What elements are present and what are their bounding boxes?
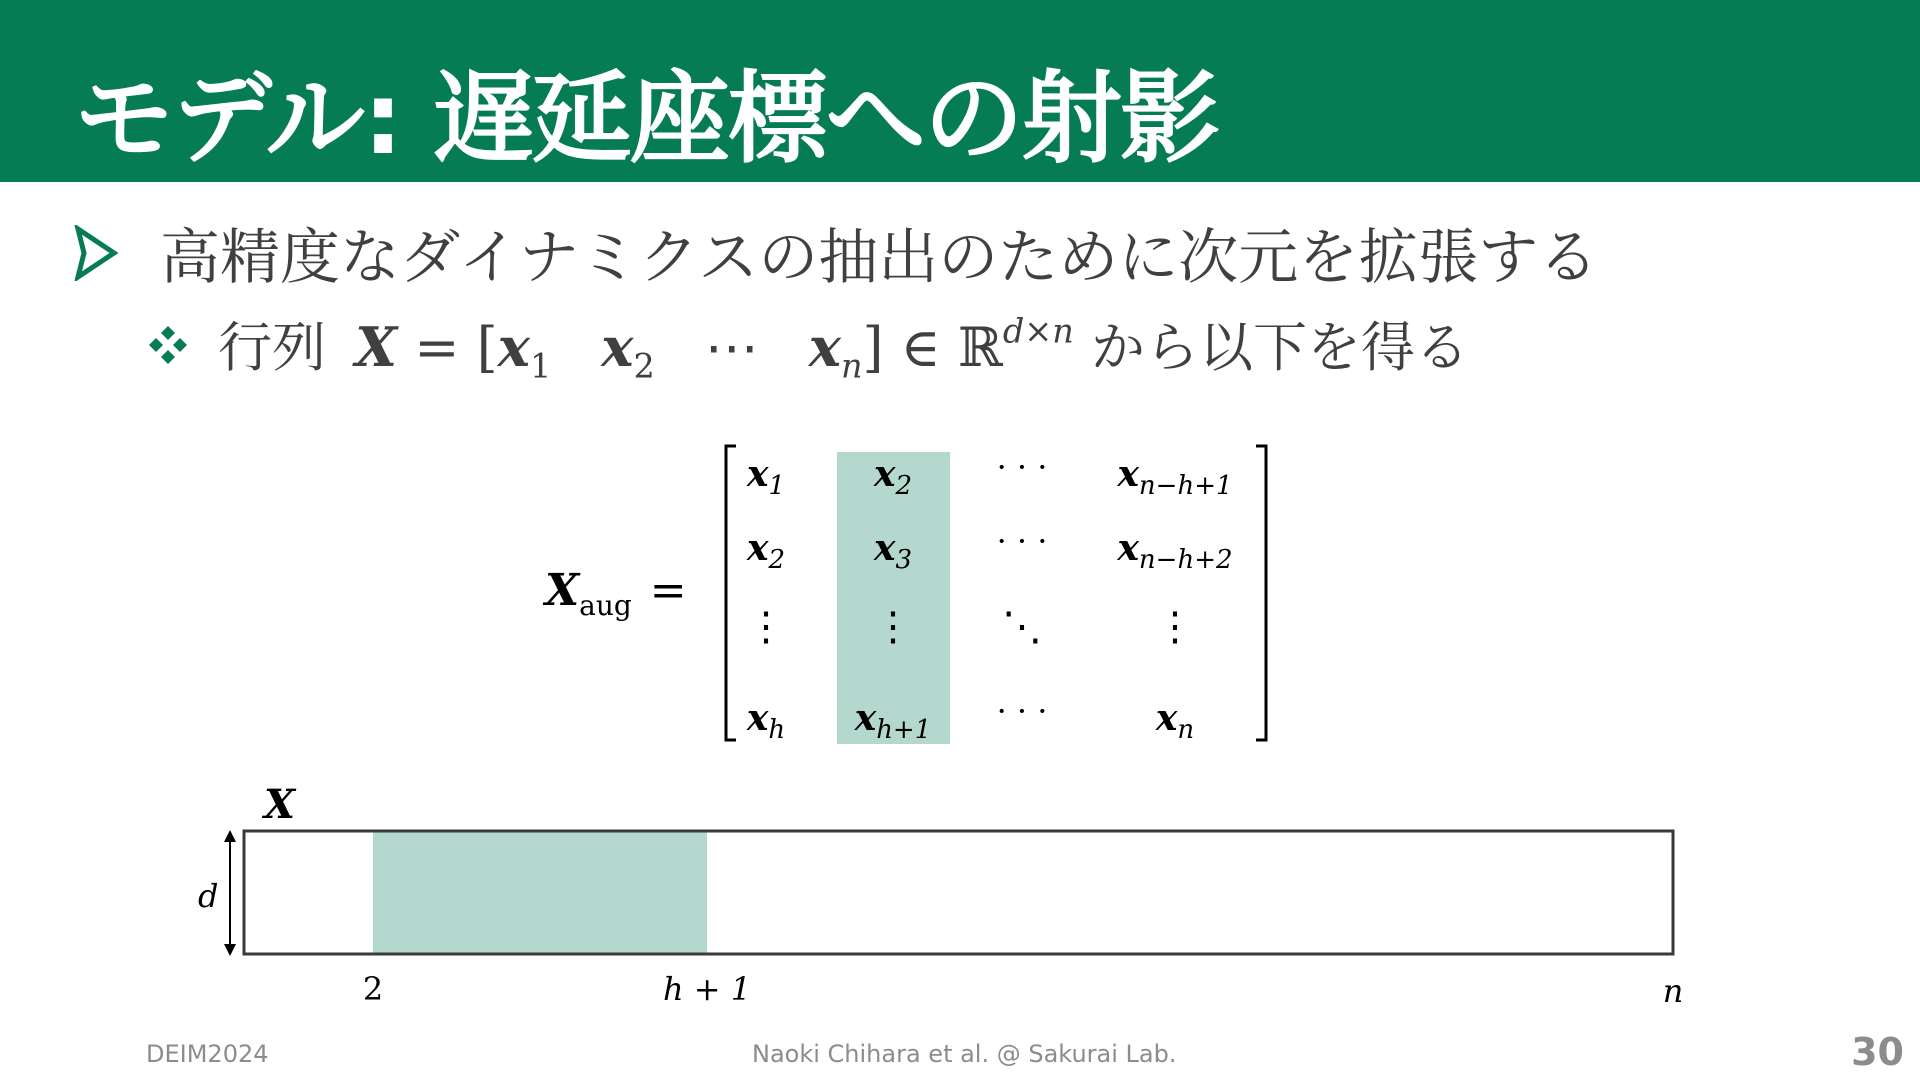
slide-title: モデル: 遅延座標への射影 — [74, 60, 1218, 177]
vector-x2: $x_2$ — [601, 314, 655, 386]
matrix-cell-r2-c4: $x_{n-h+2}$ — [1117, 527, 1233, 575]
matrix-cell-r4-c2: $x_{h+1}$ — [854, 697, 932, 745]
left-bracket: [ — [476, 315, 498, 379]
tick-label-n: n — [1662, 972, 1684, 1010]
bullet2-prefix: 行列 — [218, 315, 326, 379]
matrix-cell-r4-c4: $x_n$ — [1155, 697, 1195, 745]
bullet1-text: 高精度なダイナミクスの抽出のために次元を拡張する — [160, 223, 1599, 293]
matrix-cell-r2-c2: $x_3$ — [873, 527, 913, 575]
vector-xn: $x_n$ — [808, 314, 863, 386]
matrix-cell-r1-c2: $x_2$ — [873, 453, 913, 501]
matrix-cell-r1-c3: · · · — [996, 448, 1048, 486]
tick-label-h-plus-1: h + 1 — [662, 970, 752, 1008]
matrix-cell-r2-c3: · · · — [996, 522, 1048, 560]
matrix-cells — [746, 448, 1233, 745]
matrix-cell-r4-c1: $x_h$ — [746, 697, 786, 745]
matrix-cell-r1-c4: $x_{n-h+1}$ — [1117, 453, 1233, 501]
matrix-symbol-X: X — [355, 314, 398, 379]
horizontal-dots: ⋯ — [704, 315, 759, 379]
tick-label-2: 2 — [362, 970, 384, 1008]
real-space: ℝ$^{d\times n}$ — [957, 311, 1074, 379]
matrix-cell-r4-c3: · · · — [996, 692, 1048, 730]
matrix-cell-r3-c2: ⋮ — [873, 604, 913, 650]
matrix-left-bracket — [726, 446, 736, 740]
matrix-cell-r1-c1: $x_1$ — [746, 453, 786, 501]
matrix-cell-r2-c1: $x_2$ — [746, 527, 786, 575]
d-label: d — [198, 877, 219, 915]
page-number: 30 — [1851, 1030, 1904, 1074]
d-dimension-arrow — [224, 830, 236, 956]
diagram-matrix-label: X — [264, 781, 296, 828]
footer-author: Naoki Chihara et al. @ Sakurai Lab. — [752, 1040, 1177, 1068]
matrix-cell-r3-c3: ⋱ — [1002, 604, 1042, 650]
diagram-highlight-window — [373, 832, 707, 954]
matrix-cell-r3-c1: ⋮ — [746, 604, 786, 650]
right-bracket: ] — [862, 315, 884, 379]
vector-x1: $x_1$ — [497, 314, 552, 386]
footer-conference: DEIM2024 — [146, 1040, 269, 1068]
matrix-right-bracket — [1256, 446, 1266, 740]
equals-sign: = — [414, 315, 460, 379]
element-of: ∈ — [900, 315, 941, 379]
matrix-lhs: $X_{aug}$ = — [545, 565, 687, 622]
bullet2-suffix: から以下を得る — [1091, 315, 1470, 379]
matrix-cell-r3-c4: ⋮ — [1155, 604, 1195, 650]
